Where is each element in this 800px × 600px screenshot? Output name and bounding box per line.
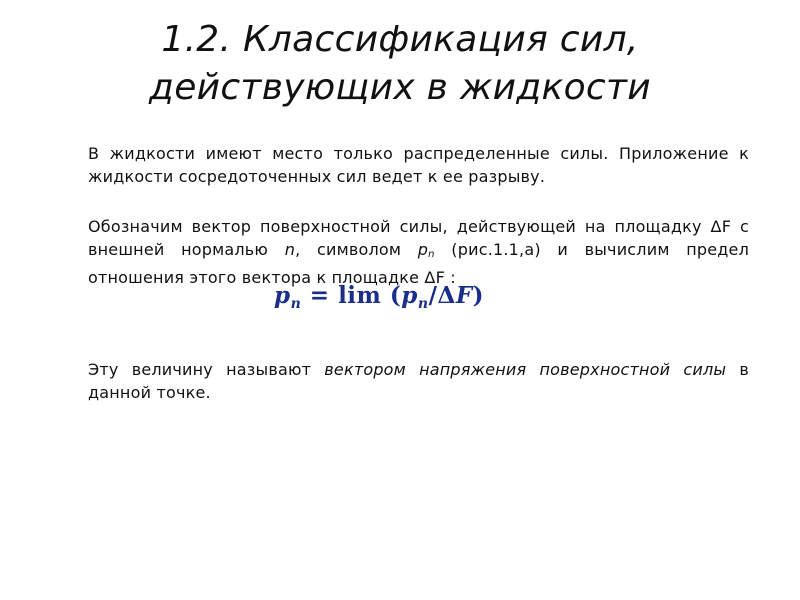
paragraph3-text-2: в данной точке. (88, 360, 750, 402)
formula-f: F (455, 282, 473, 309)
pressure-subscript: n (428, 249, 435, 260)
paragraph3-text-1: Эту величину называют (88, 360, 325, 379)
paragraph2-text-1: Обозначим вектор поверхностной силы, действующей на площадку ΔF с внешней нормалью (88, 217, 749, 259)
paragraph-surface-force-vector (88, 215, 749, 289)
paragraph3-italic-term: вектором напряжения поверхностной силы (324, 360, 727, 379)
formula-close-paren: ) (472, 282, 485, 309)
normal-symbol: n (284, 240, 296, 259)
limit-formula (274, 282, 484, 312)
pressure-symbol: p (417, 240, 429, 259)
slide-title (100, 16, 700, 112)
formula-equals-lim: = lim ( (301, 282, 402, 309)
formula-slash-delta: /Δ (428, 282, 456, 309)
formula-p-left: p (274, 282, 291, 309)
paragraph-stress-vector-definition (88, 358, 749, 404)
slide-title-line-1: 1.2. Классификация сил, (161, 19, 639, 60)
formula-p-right: p (401, 282, 418, 309)
paragraph-distributed-forces: В жидкости имеют место только распределенные силы. Приложение к жидкости сосредоточенных сил ведет к ее разрыву. (88, 144, 749, 186)
paragraph2-text-2: , символом (295, 240, 418, 259)
formula-sub-left: n (290, 296, 302, 312)
paragraph2-text-3: (рис.1.1,а) и вычислим предел отношения этого вектора к площадке ΔF : (88, 240, 750, 287)
slide-title-line-2: действующих в жидкости (149, 67, 651, 108)
formula-sub-right: n (417, 296, 429, 312)
